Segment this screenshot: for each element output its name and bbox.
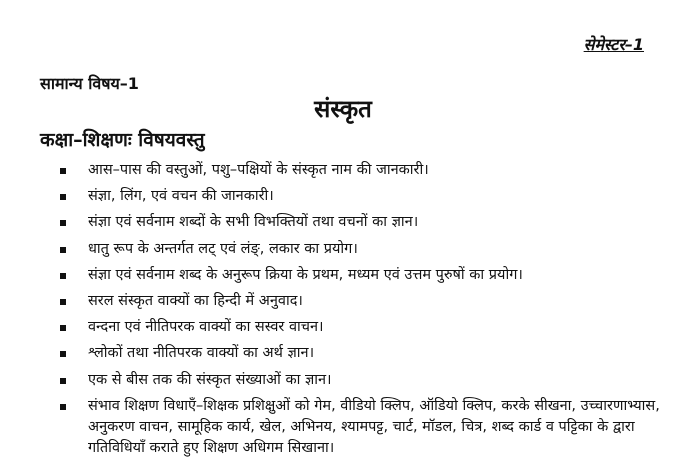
list-item — [60, 291, 660, 312]
list-item — [60, 265, 660, 286]
list-item-text: वन्दना एवं नीतिपरक वाक्यों का सस्वर वाचन। — [88, 319, 324, 336]
square-bullet-icon — [60, 220, 66, 226]
list-item-text: एक से बीस तक की संस्कृत संख्याओं का ज्ञान। — [88, 371, 332, 388]
list-item — [60, 212, 660, 233]
square-bullet-icon — [60, 404, 66, 410]
list-item-text: श्लोकों तथा नीतिपरक वाक्यों का अर्थ ज्ञान। — [88, 345, 315, 362]
list-item — [60, 396, 660, 459]
square-bullet-icon — [60, 351, 66, 357]
list-item-text: आस–पास की वस्तुओं, पशु–पक्षियों के संस्कृत नाम की जानकारी। — [88, 162, 429, 178]
list-item — [60, 317, 660, 338]
square-bullet-icon — [60, 168, 66, 174]
square-bullet-icon — [60, 194, 66, 200]
list-item — [60, 239, 660, 260]
square-bullet-icon — [60, 273, 66, 279]
list-item — [60, 343, 660, 364]
list-item-text: सरल संस्कृत वाक्यों का हिन्दी में अनुवाद। — [88, 292, 303, 309]
list-item-text: संज्ञा एवं सर्वनाम शब्दों के सभी विभक्तियों तथा वचनों का ज्ञान। — [88, 214, 419, 231]
list-item — [60, 370, 660, 391]
list-item-text: धातु रूप के अन्तर्गत लट् एवं लंङ्, लकार का प्रयोग। — [88, 240, 358, 257]
page-title: संस्कृत — [314, 95, 372, 123]
section-heading: कक्षा–शिक्षणः विषयवस्तु — [40, 129, 205, 151]
list-item-text: संभाव शिक्षण विधाएँ–शिक्षक प्रशिक्षुओं को गेम, वीडियो क्लिप, ऑडियो क्लिप, करके सीखना, उच्चारणाभ्यास, अनुकरण वाचन, सामूहिक कार्य, खेल, अभिनय, श्यामपट्ट, चार्ट, मॉडल, चित्र, शब्द कार्ड व पट्टिका के द्वारा गतिविधियाँ कराते हुए शिक्षण अधिगम सिखाना। — [88, 397, 660, 456]
semester-label: सेमेस्टर–1 — [583, 35, 644, 54]
list-item-text: संज्ञा, लिंग, एवं वचन की जानकारी। — [88, 188, 274, 205]
square-bullet-icon — [60, 299, 66, 305]
list-item — [60, 186, 660, 207]
square-bullet-icon — [60, 378, 66, 384]
list-item-text: संज्ञा एवं सर्वनाम शब्द के अनुरूप क्रिया के प्रथम, मध्यम एवं उत्तम पुरुषों का प्रयोग। — [88, 266, 523, 283]
square-bullet-icon — [60, 325, 66, 331]
content-list — [60, 160, 660, 464]
square-bullet-icon — [60, 247, 66, 253]
subject-label: सामान्य विषय–1 — [40, 74, 139, 93]
list-item — [60, 160, 660, 181]
